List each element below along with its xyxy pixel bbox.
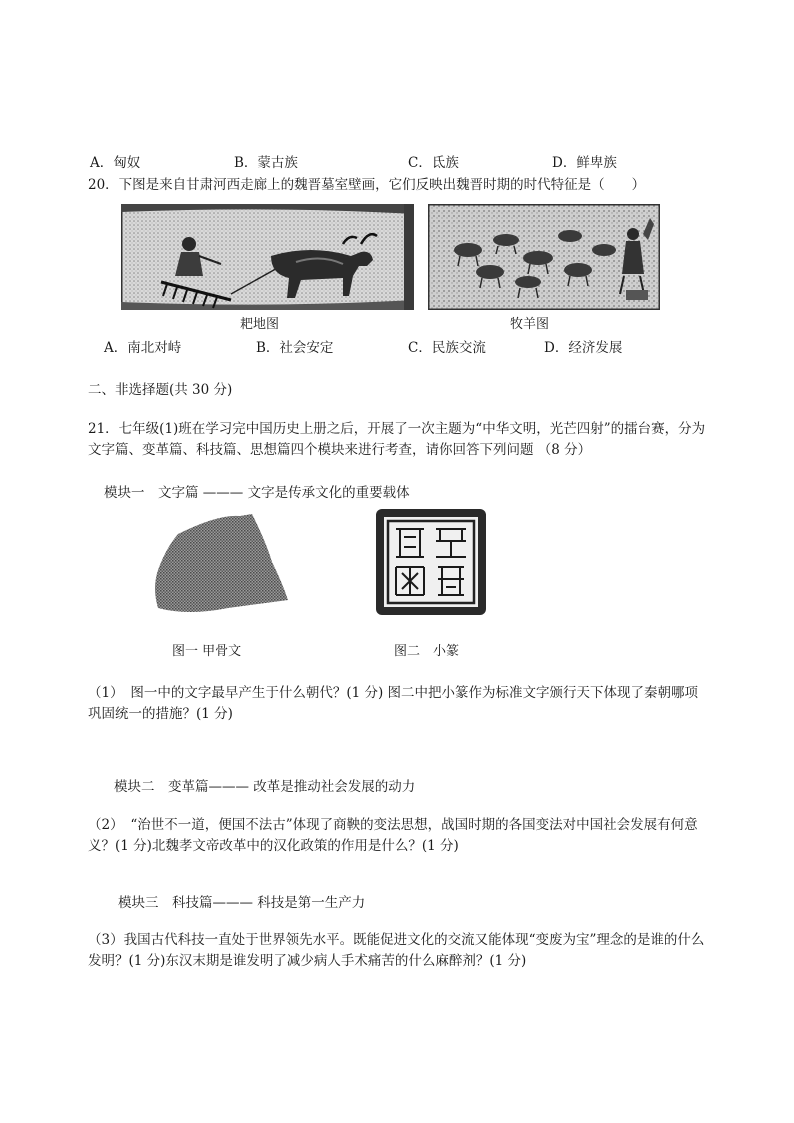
q21-question-2: （2） “治世不一道，便国不法古”体现了商鞅的变法思想，战国时期的各国变法对中国社会发展有何意义？(1 分)北魏孝文帝改革中的汉化政策的作用是什么？(1 分)	[88, 817, 698, 854]
section-title: 二、非选择题(共 30 分)	[88, 382, 233, 398]
module1-title: 模块一 文字篇 ——— 文字是传承文化的重要载体	[104, 485, 410, 501]
q20-stem: 20．下图是来自甘肃河西走廊上的魏晋墓室壁画，它们反映出魏晋时期的时代特征是（ ）	[88, 177, 646, 193]
q19-option-c: C．氐族	[408, 155, 459, 171]
herding-sheep-mural-icon	[428, 204, 660, 310]
q20-option-a: A．南北对峙	[104, 340, 182, 356]
q20-option-c: C．民族交流	[408, 340, 486, 356]
q19-option-d: D．鲜卑族	[552, 155, 617, 171]
q21-stem: 21．七年级(1)班在学习完中国历史上册之后，开展了一次主题为“中华文明，光芒四射”的擂台赛，分为文字篇、变革篇、科技篇、思想篇四个模块来进行考查，请你回答下列问题 （8 分）	[88, 421, 706, 458]
q20-options	[0, 336, 794, 358]
herding-mural-image	[428, 204, 660, 310]
seal-script-image	[374, 507, 488, 617]
q21-question-3: （3）我国古代科技一直处于世界领先水平。既能促进文化的交流又能体现“变废为宝”理念的是谁的什么发明？(1 分)东汉末期是谁发明了减少病人手术痛苦的什么麻醉剂？(1 分)	[88, 932, 705, 969]
oracle-bone-rubbing-icon	[148, 512, 288, 616]
q21-question-1: （1） 图一中的文字最早产生于什么朝代？(1 分) 图二中把小篆作为标准文字颁行天下体现了秦朝哪项巩固统一的措施？(1 分)	[88, 685, 699, 722]
farmer-oxen-harrow-mural-icon	[121, 204, 414, 310]
q19-option-a: A．匈奴	[90, 155, 141, 171]
harrowing-mural-caption: 耙地图	[240, 317, 280, 332]
module3-title: 模块三 科技篇——— 科技是第一生产力	[118, 895, 366, 911]
oracle-bone-caption: 图一 甲骨文	[172, 644, 242, 659]
q20-option-d: D．经济发展	[544, 340, 623, 356]
small-seal-script-seal-icon	[374, 507, 488, 617]
oracle-bone-image	[148, 512, 288, 616]
seal-script-caption: 图二 小篆	[394, 644, 460, 659]
q19-options	[0, 151, 794, 173]
harrowing-mural-image	[121, 204, 414, 310]
q19-option-b: B．蒙古族	[234, 155, 298, 171]
herding-mural-caption: 牧羊图	[510, 317, 550, 332]
q20-option-b: B．社会安定	[256, 340, 334, 356]
module2-title: 模块二 变革篇——— 改革是推动社会发展的动力	[114, 779, 416, 795]
